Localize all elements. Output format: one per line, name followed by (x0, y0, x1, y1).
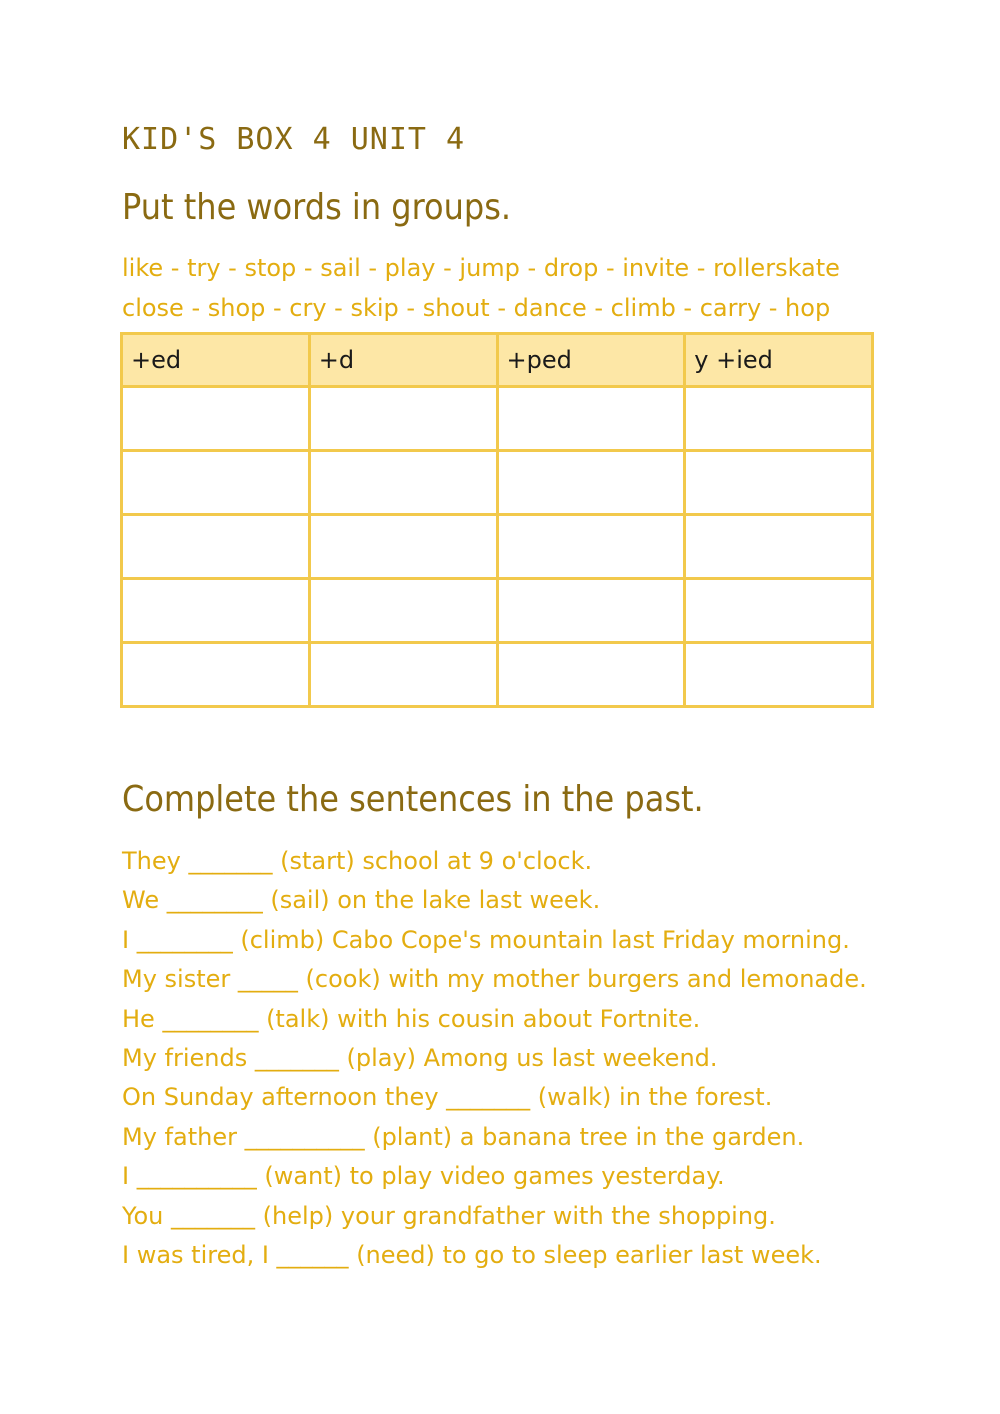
word-groups-table (120, 332, 874, 708)
answer-cell[interactable] (122, 451, 310, 515)
sentence-item: My sister _____ (cook) with my mother burgers and lemonade. (122, 965, 867, 994)
sentence-item: They _______ (start) school at 9 o'clock. (122, 847, 593, 875)
sentence-item: I ________ (climb) Cabo Cope's mountain last Friday morning. (122, 925, 850, 954)
answer-cell[interactable] (497, 515, 685, 579)
column-header-ied: y +ied (685, 334, 873, 387)
column-header-d: +d (309, 334, 497, 387)
answer-cell[interactable] (685, 451, 873, 515)
sentence-list (122, 842, 867, 1275)
answer-cell[interactable] (309, 387, 497, 451)
sentence-item: He ________ (talk) with his cousin about Fortnite. (122, 1004, 701, 1033)
answer-cell[interactable] (309, 515, 497, 579)
word-list-line: like - try - stop - sail - play - jump - drop - invite - rollerskate (122, 254, 840, 282)
sentence-item: My father __________ (plant) a banana tree in the garden. (122, 1122, 805, 1151)
sentence-item: We ________ (sail) on the lake last week. (122, 886, 601, 915)
table-header-row (122, 334, 873, 387)
sentence-item: On Sunday afternoon they _______ (walk) in the forest. (122, 1083, 773, 1112)
answer-cell[interactable] (497, 451, 685, 515)
table-row (122, 643, 873, 707)
answer-cell[interactable] (497, 387, 685, 451)
answer-cell[interactable] (685, 515, 873, 579)
answer-cell[interactable] (122, 643, 310, 707)
table-row (122, 451, 873, 515)
sentence-item: You _______ (help) your grandfather with the shopping. (122, 1201, 776, 1230)
answer-cell[interactable] (497, 579, 685, 643)
table-row (122, 515, 873, 579)
sentence-item: My friends _______ (play) Among us last weekend. (122, 1043, 718, 1072)
sentence-item: I __________ (want) to play video games yesterday. (122, 1162, 725, 1191)
answer-cell[interactable] (309, 579, 497, 643)
answer-cell[interactable] (122, 579, 310, 643)
answer-cell[interactable] (122, 387, 310, 451)
column-header-ped: +ped (497, 334, 685, 387)
table-row (122, 579, 873, 643)
answer-cell[interactable] (685, 643, 873, 707)
answer-cell[interactable] (497, 643, 685, 707)
table-body (122, 387, 873, 707)
answer-cell[interactable] (309, 451, 497, 515)
page-title: KID'S BOX 4 UNIT 4 (122, 122, 466, 157)
answer-cell[interactable] (685, 387, 873, 451)
section-heading-sentences: Complete the sentences in the past. (122, 778, 704, 820)
sentence-item: I was tired, I ______ (need) to go to sleep earlier last week. (122, 1240, 822, 1269)
answer-cell[interactable] (685, 579, 873, 643)
word-list-line: close - shop - cry - skip - shout - dance - climb - carry - hop (122, 294, 831, 322)
answer-cell[interactable] (122, 515, 310, 579)
section-heading-groups: Put the words in groups. (122, 186, 512, 228)
table-row (122, 387, 873, 451)
answer-cell[interactable] (309, 643, 497, 707)
column-header-ed: +ed (122, 334, 310, 387)
